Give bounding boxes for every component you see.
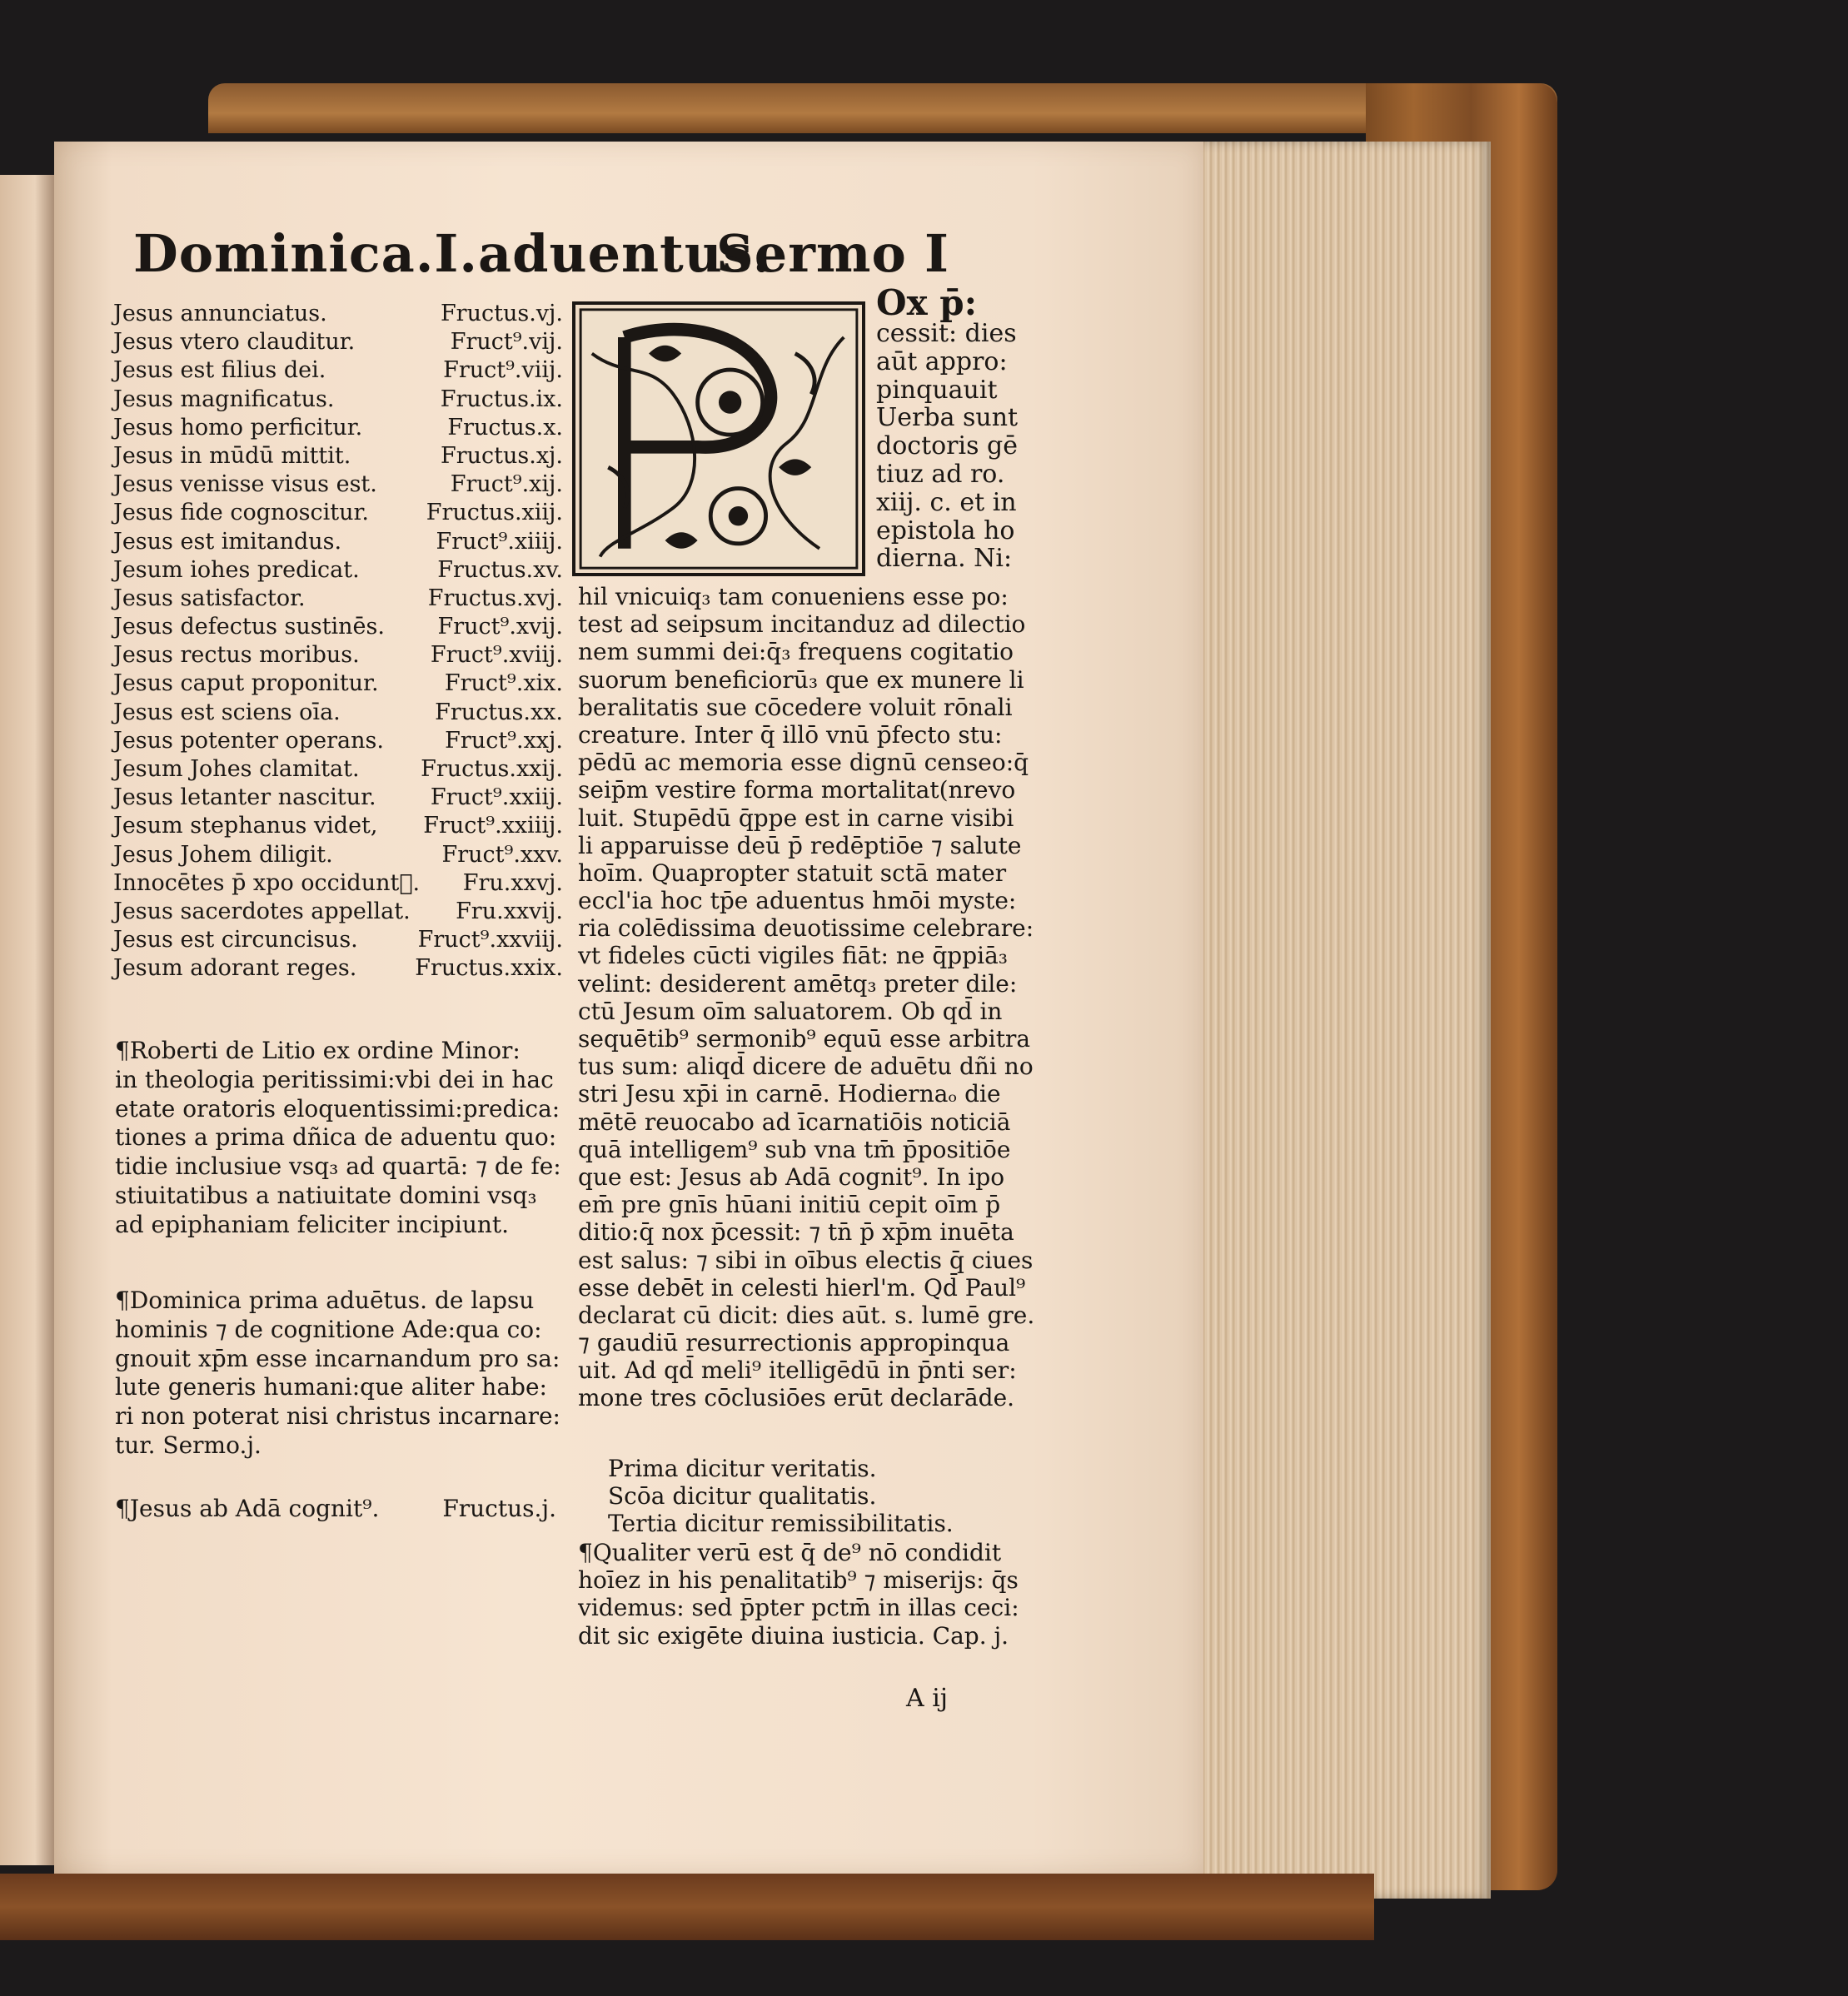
fructus-table-of-contents [113,300,563,983]
toc-row [113,869,563,898]
body-line: eccl'ia hoc tp̄e aduentus hmōi myste: [578,887,1017,915]
body-line: hil vnicuiq₃ tam conueniens esse po: [578,583,1009,610]
woodcut-initial-letter [572,301,865,576]
toc-row [113,386,563,414]
toc-row [113,641,563,669]
body-line: nem summi dei:q̄₃ frequens cogitatio [578,638,1014,666]
toc-fructus: Fruct⁹.xviij. [430,642,563,669]
body-line: tus sum: aliqd̄ dicere de aduētu dñi no [578,1053,1034,1081]
toc-fructus: Fructus.xx. [435,699,563,725]
toc-row [113,470,563,499]
toc-label: Jesus sacerdotes appellat. [113,898,411,924]
toc-label: Jesus est imitandus. [113,528,342,555]
side-line: tiuz ad ro. [876,459,1005,489]
body-line: mone tres cōclusiōes erūt declarāde. [578,1384,1015,1412]
header-sermo: Sermo [716,223,907,284]
toc-fructus: Fructus.xvj. [427,585,563,611]
toc-fructus: Fruct⁹.viij. [443,357,563,384]
toc-row [113,755,563,784]
body-line: li apparuisse deū p̄ redēptiōe ⁊ salute [578,831,1022,859]
header-numeral: I [924,223,950,284]
toc-fructus: Fructus.xv. [437,556,563,583]
dominica-paragraph [115,1287,560,1461]
conclusion-line: Tertia dicitur remissibilitatis. [608,1510,954,1538]
toc-label: Jesus in mūdū mittit. [113,442,351,469]
toc-row [113,727,563,755]
toc-row [113,442,563,470]
body-line: vt fideles cūcti vigiles fiāt: ne q̄ppiā₃ [578,942,1008,970]
toc-fructus: Fruct⁹.xxiij. [430,784,563,811]
body-line: luit. Stupēdū q̄ppe est in carne visibi [578,804,1014,832]
toc-row [113,356,563,385]
conclusion-line: Prima dicitur veritatis. [608,1455,877,1482]
body-line: ditio:q̄ nox p̄cessit: ⁊ tn̄ p̄ xp̄m inuēta [578,1218,1014,1247]
body-line: stri Jesu xp̄i in carnē. Hodiernaₒ die [578,1080,1001,1108]
toc-label: Jesus est circuncisus. [113,927,358,953]
toc-label: Jesum stephanus videt, [113,813,378,839]
toc-fructus: Fruct⁹.xxj. [445,727,563,754]
body-line: esse debēt in celesti hierl'm. Qd̄ Paul⁹ [578,1273,1026,1302]
toc-row [113,784,563,812]
body-line: ria colēdissima deuotissime celebrare: [578,914,1034,943]
first-fructus-number: Fructus.j. [442,1495,556,1522]
side-line: Ox p̄: [876,282,978,323]
toc-fructus: Fruct⁹.xxv. [441,841,563,868]
first-fructus-line [115,1495,556,1524]
intro-line: stiuitatibus a natiuitate domini vsq₃ [115,1181,537,1209]
body-line: beralitatis sue cōcedere voluit rōnali [578,693,1013,721]
woodcut-ornament-icon [575,305,862,573]
body-line: creature. Inter q̄ illō vnū p̄fecto stu: [578,720,1003,749]
toc-fructus: Fructus.xj. [440,442,563,469]
sermon-body-text [578,583,1053,1412]
toc-label: Jesus homo perficitur. [113,414,363,441]
book-cover-bottom [0,1874,1374,1940]
page-fore-edge [1191,142,1491,1899]
toc-label: Innocētes p̄ xpo occiduntᷓ. [113,869,421,896]
toc-row [113,812,563,840]
toc-row [113,954,563,983]
conclusions-list [608,1455,954,1538]
intro-paragraph [115,1037,561,1240]
toc-label: Jesus Johem diligit. [113,841,333,868]
dominica-line: lute generis humani:que aliter habe: [115,1373,547,1401]
body-line: mētē reuocabo ad īcarnatiōis noticiā [578,1108,1011,1136]
toc-label: Jesum iohes predicat. [113,556,360,583]
intro-line: etate oratoris eloquentissimi:predica: [115,1094,560,1122]
toc-fructus: Fructus.ix. [440,386,563,412]
body-line: hoīm. Quapropter statuit sctā mater [578,859,1007,887]
toc-label: Jesum Johes clamitat. [113,756,360,782]
conclusion-line: Scōa dicitur qualitatis. [608,1482,877,1511]
toc-fructus: Fruct⁹.xvij. [437,614,563,640]
toc-label: Jesus satisfactor. [113,585,306,611]
toc-row [113,841,563,869]
toc-row [113,528,563,556]
toc-fructus: Fruct⁹.xix. [444,670,563,697]
side-column-text [876,282,1019,574]
body-line: quā intelligem⁹ sub vna tm̄ p̄positiōe [578,1135,1011,1163]
toc-fructus: Fruct⁹.xiiij. [436,528,563,555]
toc-fructus: Fructus.x. [447,414,563,441]
toc-label: Jesum adorant reges. [113,955,357,982]
toc-label: Jesus venisse visus est. [113,471,377,498]
toc-row [113,499,563,527]
dominica-line: tur. Sermo.j. [115,1431,262,1459]
toc-label: Jesus caput proponitur. [113,670,379,697]
toc-fructus: Fruct⁹.vij. [450,329,563,356]
toc-label: Jesus est sciens oīa. [113,699,341,725]
dominica-line: ri non poterat nisi christus incarnare: [115,1402,560,1431]
toc-fructus: Fructus.vj. [440,301,563,326]
left-page-edge [0,175,58,1865]
intro-line: ad epiphaniam feliciter incipiunt. [115,1210,510,1238]
side-line: cessit: dies [876,319,1017,348]
book-cover-top [208,83,1557,133]
toc-label: Jesus rectus moribus. [113,642,360,669]
dominica-line: gnouit xp̄m esse incarnandum pro sa: [115,1344,560,1372]
toc-label: Jesus potenter operans. [113,727,384,754]
toc-label: Jesus defectus sustinēs. [113,614,385,640]
side-line: pinquauit [876,375,998,405]
chapter-heading [578,1539,1019,1650]
side-line: xiij. c. et in [876,487,1017,517]
toc-label: Jesus fide cognoscitur. [113,500,370,526]
signature-mark: A ij [906,1684,949,1713]
toc-row [113,300,563,328]
toc-fructus: Fru.xxvij. [456,898,563,924]
side-line: doctoris gē [876,431,1019,461]
toc-label: Jesus letanter nascitur. [113,784,376,811]
toc-fructus: Fru.xxvj. [462,869,563,896]
running-header [133,223,966,290]
body-line: suorum beneficiorū₃ que ex munere li [578,665,1024,694]
body-line: que est: Jesus ab Adā cognit⁹. In ipo [578,1162,1005,1191]
chapter-line: ¶Qualiter verū est q̄ de⁹ nō condidit [578,1539,1002,1566]
intro-line: ¶Roberti de Litio ex ordine Minor: [115,1037,521,1064]
toc-label: Jesus magnificatus. [113,386,335,412]
toc-row [113,585,563,613]
body-line: seip̄m vestire forma mortalitat(nrevo [578,776,1016,804]
body-line: test ad seipsum incitanduz ad dilectio [578,610,1026,639]
chapter-line: hoīez in his penalitatib⁹ ⁊ miserijs: q̄s [578,1566,1019,1595]
body-line: declarat cū dicit: dies aūt. s. lumē gre. [578,1301,1035,1329]
side-line: dierna. Ni: [876,544,1013,574]
header-title: Dominica.I.aduentus. [133,223,772,284]
body-line: est salus: ⁊ sibi in oībus electis q̄ ciues [578,1246,1034,1274]
toc-label: Jesus est filius dei. [113,357,326,384]
intro-line: in theologia peritissimi:vbi dei in hac [115,1065,554,1093]
body-line: sequētib⁹ sermonib⁹ equū esse arbitra [578,1025,1031,1053]
intro-line: tidie inclusiue vsq₃ ad quartā: ⁊ de fe: [115,1152,561,1181]
toc-row [113,699,563,727]
toc-fructus: Fruct⁹.xxiiij. [423,813,563,839]
body-line: em̄ pre gnīs hūani initiū cepit oīm p̄ [578,1191,1001,1219]
side-line: aūt appro: [876,346,1008,376]
toc-fructus: Fruct⁹.xij. [450,471,563,498]
toc-row [113,556,563,585]
body-line: ⁊ gaudiū resurrectionis appropinqua [578,1329,1010,1357]
first-fructus-label: ¶Jesus ab Adā cognit⁹. [115,1495,380,1522]
chapter-line: videmus: sed p̄pter pctm̄ in illas ceci: [578,1594,1019,1622]
toc-fructus: Fructus.xxix. [415,955,563,982]
toc-row [113,926,563,954]
toc-row [113,414,563,442]
body-line: velint: desiderent amētq₃ preter dile: [578,969,1018,998]
side-line: Uerba sunt [876,403,1019,433]
body-line: ctū Jesum oīm saluatorem. Ob qd̄ in [578,997,1003,1025]
chapter-line: dit sic exigēte diuina iusticia. Cap. j. [578,1621,1009,1650]
body-line: uit. Ad qd̄ meli⁹ itelligēdū in p̄nti ser: [578,1356,1017,1385]
toc-label: Jesus annunciatus. [113,301,327,326]
body-line: pēdū ac memoria esse dignū censeo:q̄ [578,749,1029,777]
side-line: epistola ho [876,515,1015,545]
dominica-line: hominis ⁊ de cognitione Ade:qua co: [115,1315,542,1343]
toc-fructus: Fruct⁹.xxviij. [417,927,563,953]
toc-fructus: Fructus.xiij. [426,500,563,526]
toc-row [113,613,563,641]
intro-line: tiones a prima dñica de aduentu quo: [115,1123,557,1152]
toc-row [113,328,563,356]
toc-fructus: Fructus.xxij. [421,756,563,782]
toc-row [113,898,563,926]
dominica-line: ¶Dominica prima aduētus. de lapsu [115,1287,535,1314]
toc-row [113,669,563,698]
toc-label: Jesus vtero clauditur. [113,329,356,356]
